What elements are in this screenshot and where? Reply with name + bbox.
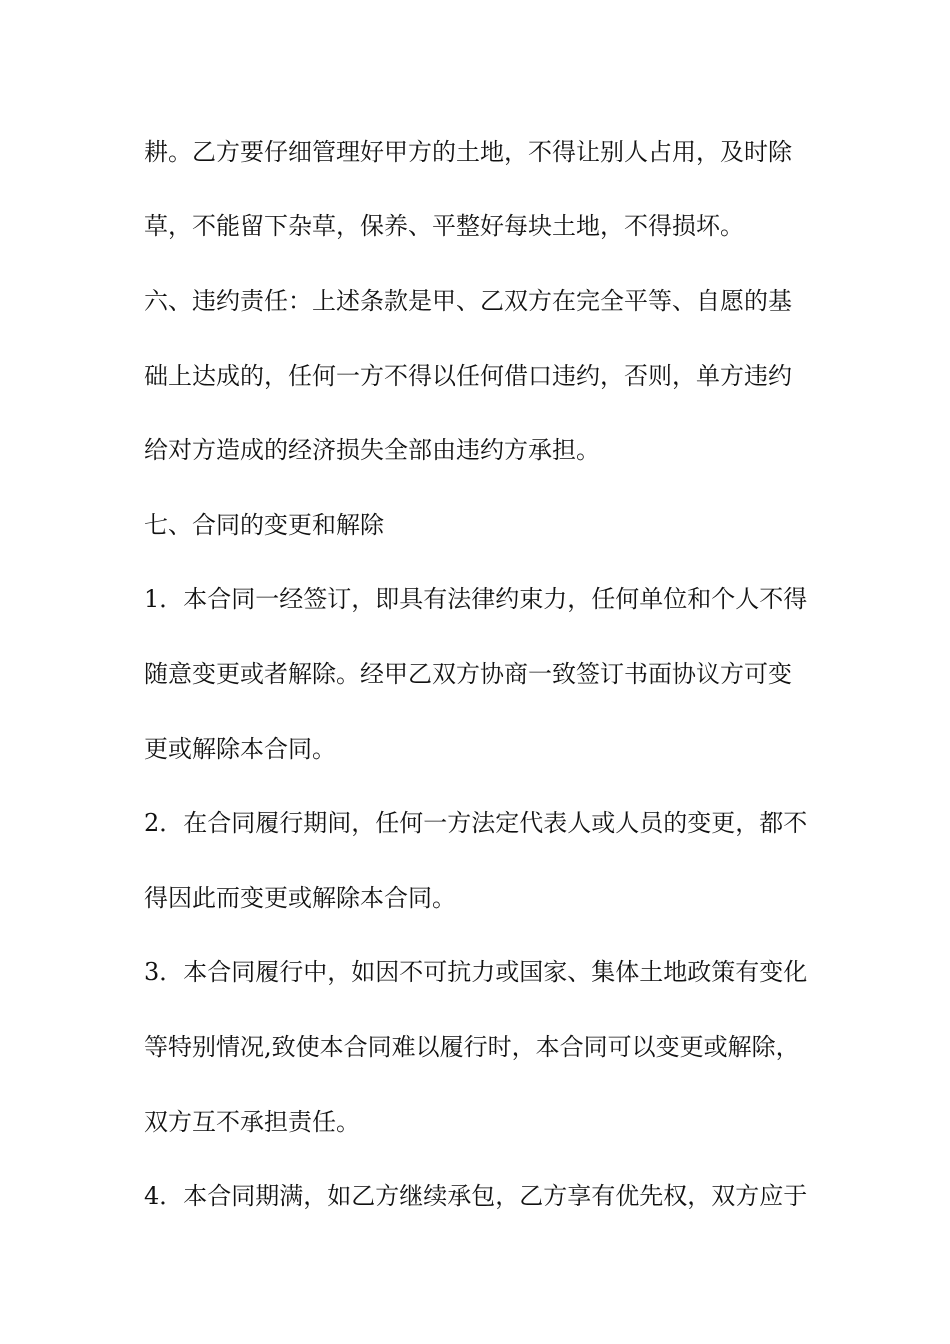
text-line: 等特别情况,致使本合同难以履行时，本合同可以变更或解除， <box>144 1033 800 1061</box>
text-line: 随意变更或者解除。经甲乙双方协商一致签订书面协议方可变 <box>144 660 792 688</box>
text-line: 得因此而变更或解除本合同。 <box>144 884 456 912</box>
clause-line: 4．本合同期满，如乙方继续承包，乙方享有优先权，双方应于 <box>144 1182 808 1210</box>
text-line: 更或解除本合同。 <box>144 735 336 763</box>
clause-line: 2．在合同履行期间，任何一方法定代表人或人员的变更，都不 <box>144 809 808 837</box>
section-heading: 七、合同的变更和解除 <box>144 511 384 539</box>
text-line: 础上达成的，任何一方不得以任何借口违约，否则，单方违约 <box>144 362 792 390</box>
section-heading: 六、违约责任：上述条款是甲、乙双方在完全平等、自愿的基 <box>144 287 792 315</box>
clause-line: 1．本合同一经签订，即具有法律约束力，任何单位和个人不得 <box>144 585 808 613</box>
text-line: 草，不能留下杂草，保养、平整好每块土地，不得损坏。 <box>144 212 744 240</box>
text-line: 双方互不承担责任。 <box>144 1108 360 1136</box>
clause-line: 3．本合同履行中，如因不可抗力或国家、集体土地政策有变化 <box>144 958 808 986</box>
text-line: 给对方造成的经济损失全部由违约方承担。 <box>144 436 600 464</box>
text-line: 耕。乙方要仔细管理好甲方的土地，不得让别人占用，及时除 <box>144 138 792 166</box>
